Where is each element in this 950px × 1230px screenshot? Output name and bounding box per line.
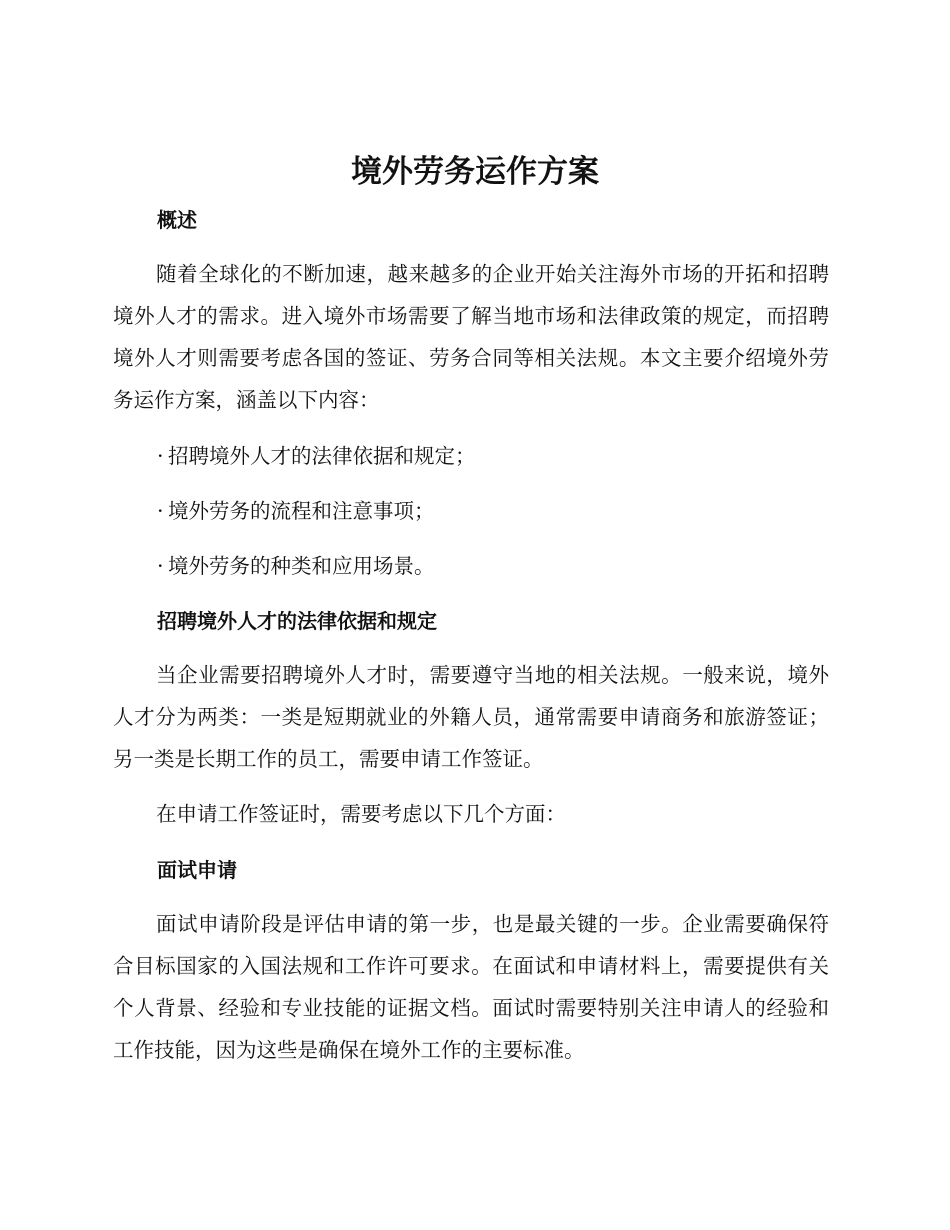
- bullet-marker: ·: [157, 499, 164, 523]
- document-title: 境外劳务运作方案: [351, 154, 599, 190]
- bullet-text: 境外劳务的流程和注意事项；: [168, 499, 435, 523]
- paragraph-visa-aspects: 在申请工作签证时，需要考虑以下几个方面：: [156, 802, 566, 826]
- bullet-marker: ·: [157, 554, 164, 578]
- paragraph-intro: 随着全球化的不断加速，越来越多的企业开始关注海外市场的开拓和招聘境外人才的需求。进入境外市场需要了解当地市场和法律政策的规定，而招聘境外人才则需要考虑各国的签证、劳务合同等相关法规。本文主要介绍境外劳务运作方案，涵盖以下内容：: [113, 262, 829, 412]
- bullet-text: 境外劳务的种类和应用场景。: [168, 554, 435, 578]
- section-heading-legal: 招聘境外人才的法律依据和规定: [157, 609, 437, 633]
- section-heading-interview: 面试申请: [157, 858, 237, 882]
- paragraph-legal: 当企业需要招聘境外人才时，需要遵守当地的相关法规。一般来说，境外人才分为两类：一类是短期就业的外籍人员，通常需要申请商务和旅游签证；另一类是长期工作的员工，需要申请工作签证。: [113, 663, 829, 771]
- bullet-item: [157, 441, 476, 471]
- bullet-marker: ·: [157, 444, 164, 468]
- paragraph-interview: 面试申请阶段是评估申请的第一步，也是最关键的一步。企业需要确保符合目标国家的入国法规和工作许可要求。在面试和申请材料上，需要提供有关个人背景、经验和专业技能的证据文档。面试时需要特别关注申请人的经验和工作技能，因为这些是确保在境外工作的主要标准。: [113, 912, 829, 1062]
- section-heading-overview: 概述: [157, 208, 197, 232]
- bullet-text: 招聘境外人才的法律依据和规定；: [168, 444, 476, 468]
- bullet-item: [157, 551, 435, 581]
- bullet-item: [157, 496, 435, 526]
